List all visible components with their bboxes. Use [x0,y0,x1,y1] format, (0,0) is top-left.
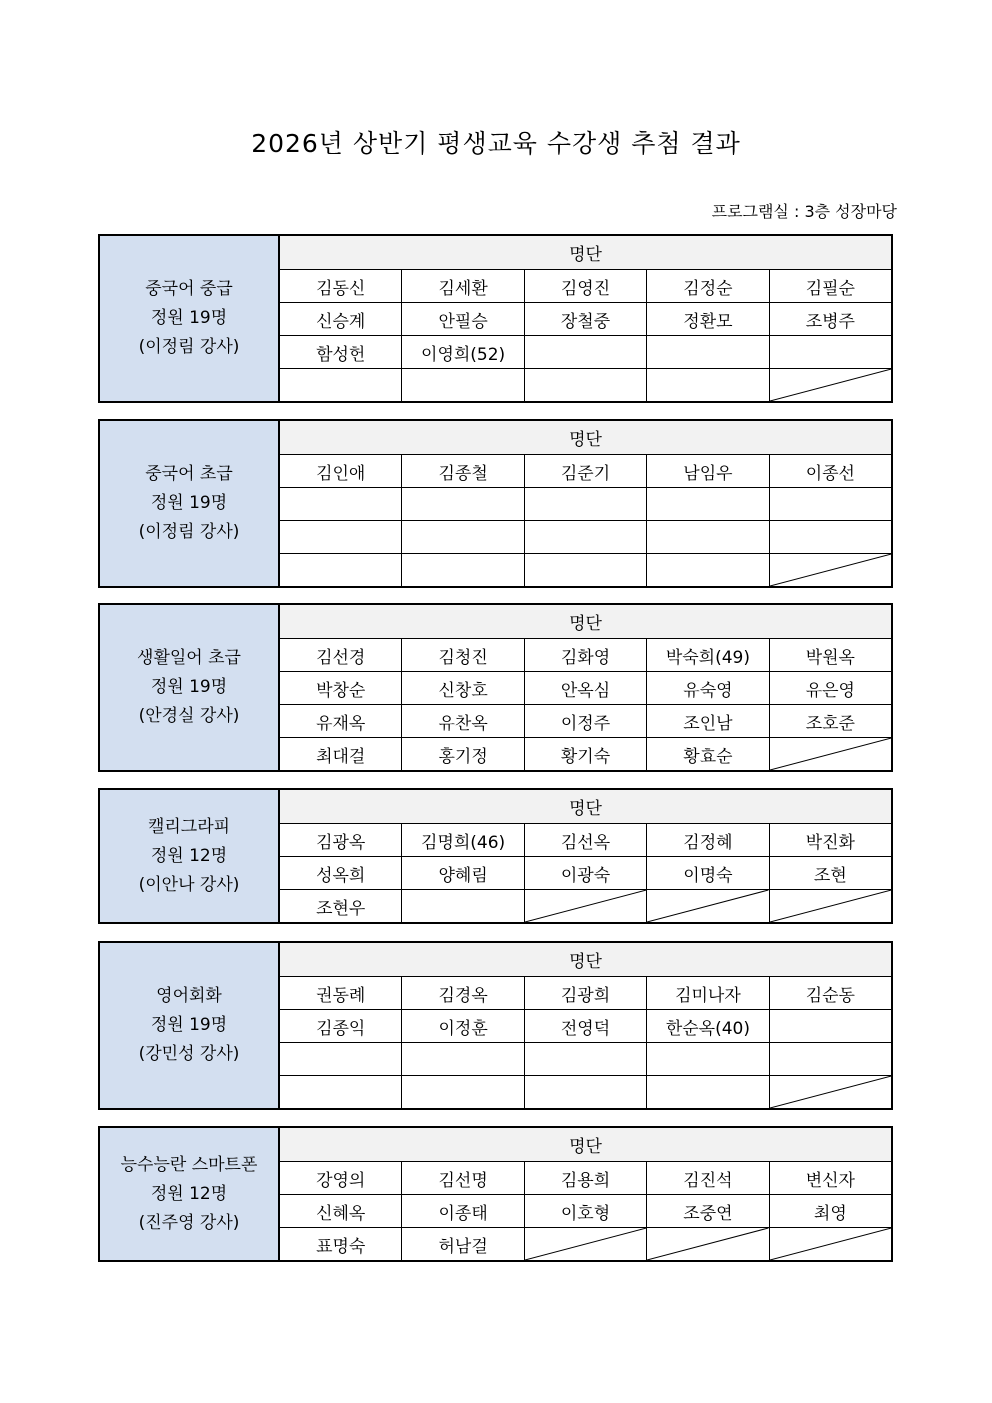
roster-row [280,977,891,1010]
course-instructor: (진주영 강사) [138,1212,240,1233]
empty-cell [525,1043,647,1075]
roster-header: 명단 [280,790,891,824]
empty-slot-slash [770,890,891,922]
empty-slot-slash [770,554,891,586]
student-name-cell: 정환모 [647,303,769,335]
empty-cell [280,554,402,586]
course-name: 능수능란 스마트폰 [120,1154,258,1175]
student-name-cell: 이정주 [525,705,647,737]
student-name-cell: 이정훈 [402,1010,524,1042]
student-name-cell: 이광숙 [525,857,647,889]
empty-slot-slash [770,1076,891,1108]
student-name-cell: 남임우 [647,455,769,487]
roster-row [280,1043,891,1076]
course-section [98,941,893,1110]
course-section [98,603,893,772]
empty-slot-slash [647,1228,769,1260]
student-name-cell: 박숙희(49) [647,639,769,671]
student-name-cell: 이명숙 [647,857,769,889]
student-name-cell: 김인애 [280,455,402,487]
course-capacity: 정원 19명 [150,1015,228,1035]
course-instructor: (이안나 강사) [138,874,240,895]
empty-cell [402,1043,524,1075]
student-name-cell: 김선옥 [525,824,647,856]
student-name-cell: 이종태 [402,1195,524,1227]
student-name-cell: 김진석 [647,1162,769,1194]
student-name-cell: 신승계 [280,303,402,335]
student-name-cell: 성옥희 [280,857,402,889]
empty-cell [525,369,647,401]
roster-row [280,857,891,890]
empty-cell [525,521,647,553]
roster-row [280,705,891,738]
student-name-cell: 이종선 [805,463,855,484]
course-section [98,234,893,403]
student-name-cell: 김세환 [402,270,524,302]
roster-row [280,369,891,401]
student-name-cell: 김동신 [280,270,402,302]
roster-header: 명단 [280,421,891,455]
student-name-cell: 김용희 [525,1162,647,1194]
student-name-cell: 황효순 [647,738,769,770]
student-name-cell: 김종익 [280,1010,402,1042]
empty-cell [647,488,769,520]
student-name-cell: 안필승 [402,303,524,335]
empty-cell [647,369,769,401]
empty-cell [402,890,524,922]
course-info [100,605,280,770]
empty-cell [647,1076,769,1108]
student-name-cell: 김정순 [647,270,769,302]
location-note: 프로그램실 : 3층 성장마당 [711,202,897,221]
roster-row [280,521,891,554]
course-section [98,788,893,924]
roster-row [280,270,891,303]
page-title: 2026년 상반기 평생교육 수강생 추첨 결과 [251,129,741,158]
student-name-cell: 장철중 [525,303,647,335]
student-name-cell: 김종철 [402,455,524,487]
course-info [100,421,280,586]
student-name-cell: 조인남 [647,705,769,737]
course-name: 중국어 초급 [145,464,233,484]
student-name-cell: 변신자 [805,1170,855,1191]
student-name-cell: 김선명 [402,1162,524,1194]
student-name-cell: 조호준 [805,713,855,734]
roster-row [280,738,891,770]
empty-cell [280,1043,402,1075]
course-info [100,1128,280,1260]
roster-grid [280,236,891,401]
course-capacity: 정원 12명 [150,845,228,866]
student-name-cell: 유은영 [805,680,855,701]
empty-slot-slash [770,1228,891,1260]
empty-slot-slash [525,890,647,922]
roster-grid [280,790,891,922]
course-capacity: 정원 19명 [150,308,228,328]
roster-row [280,1228,891,1260]
student-name-cell: 김선경 [280,639,402,671]
student-name-cell: 안옥심 [525,672,647,704]
student-name-cell: 강영의 [280,1162,402,1194]
roster-row [280,303,891,336]
empty-cell [770,336,891,368]
course-instructor: (안경실 강사) [138,706,240,726]
roster-grid [280,605,891,770]
course-name: 중국어 중급 [145,279,233,299]
course-info [100,790,280,922]
empty-cell [525,554,647,586]
roster-row [280,1162,891,1195]
course-info [100,236,280,401]
empty-cell [770,521,891,553]
roster-row [280,824,891,857]
empty-cell [402,554,524,586]
empty-cell [402,369,524,401]
course-name: 생활일어 초급 [137,648,241,668]
student-name-cell: 신혜옥 [280,1195,402,1227]
roster-row [280,890,891,922]
student-name-cell: 김정혜 [647,824,769,856]
student-name-cell: 함성헌 [280,336,402,368]
roster-grid [280,421,891,586]
student-name-cell: 이영희(52) [402,336,524,368]
roster-row [280,554,891,586]
student-name-cell: 최영 [813,1203,847,1224]
student-name-cell: 조현우 [280,890,402,922]
student-name-cell: 김준기 [525,455,647,487]
student-name-cell: 유재옥 [280,705,402,737]
course-name: 영어회화 [156,986,222,1006]
empty-cell [770,1043,891,1075]
roster-row [280,1195,891,1228]
empty-cell [647,554,769,586]
empty-cell [280,1076,402,1108]
roster-row [280,488,891,521]
course-capacity: 정원 19명 [150,677,228,697]
student-name-cell: 김경옥 [402,977,524,1009]
student-name-cell: 김청진 [402,639,524,671]
student-name-cell: 신창호 [402,672,524,704]
roster-row [280,1010,891,1043]
roster-header: 명단 [280,1128,891,1162]
student-name-cell: 유찬옥 [402,705,524,737]
course-section [98,1126,893,1262]
empty-cell [402,488,524,520]
empty-cell [647,521,769,553]
course-instructor: (이정림 강사) [138,522,240,542]
roster-header: 명단 [280,236,891,270]
empty-cell [525,336,647,368]
roster-row [280,672,891,705]
course-name: 캘리그라피 [147,816,231,837]
roster-header: 명단 [280,605,891,639]
student-name-cell: 김영진 [525,270,647,302]
roster-row [280,639,891,672]
student-name-cell: 전영덕 [525,1010,647,1042]
student-name-cell: 권동례 [280,977,402,1009]
student-name-cell: 조현 [813,865,847,886]
roster-grid [280,1128,891,1260]
student-name-cell: 최대걸 [280,738,402,770]
student-name-cell: 조중연 [647,1195,769,1227]
student-name-cell: 김미나자 [647,977,769,1009]
student-name-cell: 조병주 [805,311,855,332]
student-name-cell: 유숙영 [647,672,769,704]
roster-row [280,455,891,488]
roster-grid [280,943,891,1108]
empty-cell [647,1043,769,1075]
student-name-cell: 이호형 [525,1195,647,1227]
student-name-cell: 양혜림 [402,857,524,889]
course-instructor: (강민성 강사) [138,1044,240,1064]
student-name-cell: 박원옥 [805,647,855,668]
empty-cell [770,1010,891,1042]
empty-cell [280,369,402,401]
empty-cell [402,1076,524,1108]
empty-cell [770,488,891,520]
empty-cell [402,521,524,553]
student-name-cell: 박창순 [280,672,402,704]
empty-slot-slash [770,738,891,770]
empty-slot-slash [647,890,769,922]
roster-header: 명단 [280,943,891,977]
empty-slot-slash [525,1228,647,1260]
student-name-cell: 황기숙 [525,738,647,770]
student-name-cell: 김순동 [805,985,855,1006]
student-name-cell: 김광희 [525,977,647,1009]
empty-cell [280,488,402,520]
student-name-cell: 김광옥 [280,824,402,856]
course-section [98,419,893,588]
empty-cell [525,1076,647,1108]
student-name-cell: 김화영 [525,639,647,671]
course-info [100,943,280,1108]
empty-cell [525,488,647,520]
student-name-cell: 김필순 [805,278,855,299]
empty-cell [280,521,402,553]
course-capacity: 정원 19명 [150,493,228,513]
roster-row [280,1076,891,1108]
student-name-cell: 박진화 [805,832,855,853]
empty-cell [647,336,769,368]
course-capacity: 정원 12명 [150,1183,228,1204]
course-instructor: (이정림 강사) [138,337,240,357]
student-name-cell: 허남걸 [402,1228,524,1260]
student-name-cell: 홍기정 [402,738,524,770]
empty-slot-slash [770,369,891,401]
student-name-cell: 김명희(46) [402,824,524,856]
student-name-cell: 표명숙 [280,1228,402,1260]
student-name-cell: 한순옥(40) [647,1010,769,1042]
roster-row [280,336,891,369]
